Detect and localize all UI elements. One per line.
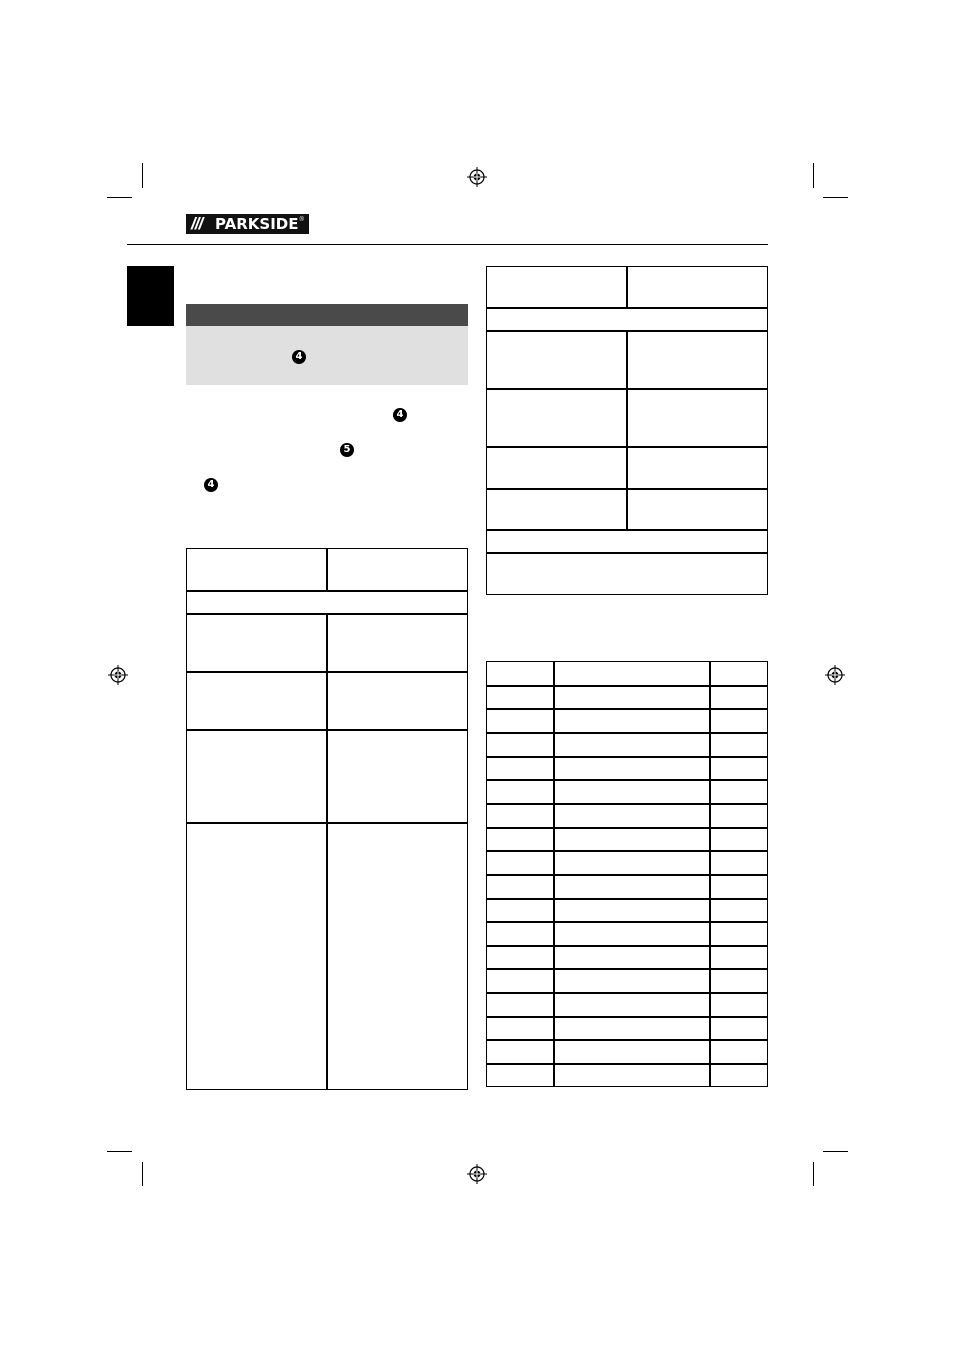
right-bottom-table-rule bbox=[486, 968, 768, 970]
right-bottom-table-rule bbox=[486, 898, 768, 900]
para-ref-badge-1: 4 bbox=[393, 408, 407, 422]
right-bottom-table-rule bbox=[486, 874, 768, 876]
brand-name: PARKSIDE bbox=[215, 215, 299, 233]
crop-mark-bottom-left-h bbox=[107, 1151, 132, 1152]
right-bottom-table-rule bbox=[486, 1039, 768, 1041]
para-ref-badge-2: 5 bbox=[340, 443, 354, 457]
registration-target-icon bbox=[108, 665, 128, 685]
language-tab bbox=[127, 266, 174, 326]
crop-mark-top-left-v bbox=[142, 163, 143, 188]
notice-header bbox=[186, 304, 468, 326]
crop-mark-top-left-h bbox=[107, 197, 132, 198]
registration-target-icon bbox=[467, 1164, 487, 1184]
para-ref-badge-3: 4 bbox=[204, 478, 218, 492]
crop-mark-bottom-right-h bbox=[823, 1151, 848, 1152]
header-rule bbox=[127, 244, 768, 245]
right-top-table-rule bbox=[486, 529, 768, 531]
right-bottom-table-rule bbox=[486, 803, 768, 805]
right-bottom-table-rule bbox=[486, 921, 768, 923]
right-top-table-col-divider bbox=[626, 266, 628, 307]
right-bottom-table-rule bbox=[486, 992, 768, 994]
right-bottom-table-rule bbox=[486, 732, 768, 734]
left-table-col-divider bbox=[326, 613, 328, 1090]
right-top-table-rule bbox=[486, 552, 768, 554]
crop-mark-top-right-h bbox=[823, 197, 848, 198]
notice-body bbox=[186, 326, 468, 385]
registration-target-icon bbox=[467, 167, 487, 187]
brand-logo bbox=[186, 214, 309, 234]
right-top-table-rule bbox=[486, 307, 768, 309]
right-bottom-table-rule bbox=[486, 850, 768, 852]
crop-mark-top-right-v bbox=[813, 163, 814, 188]
right-top-table-col-divider bbox=[626, 330, 628, 529]
crop-mark-bottom-left-v bbox=[142, 1162, 143, 1186]
registration-target-icon bbox=[825, 665, 845, 685]
left-table-col-divider bbox=[326, 548, 328, 590]
right-bottom-table-rule bbox=[486, 1016, 768, 1018]
right-bottom-table-rule bbox=[486, 708, 768, 710]
right-bottom-table-rule bbox=[486, 827, 768, 829]
notice-ref-badge: 4 bbox=[292, 350, 306, 364]
right-bottom-table-rule bbox=[486, 945, 768, 947]
crop-mark-bottom-right-v bbox=[813, 1162, 814, 1186]
left-table-rule bbox=[186, 590, 468, 592]
right-bottom-table-rule bbox=[486, 685, 768, 687]
right-bottom-table-rule bbox=[486, 779, 768, 781]
brand-trademark: ® bbox=[299, 217, 304, 223]
right-bottom-table-rule bbox=[486, 756, 768, 758]
right-bottom-table-rule bbox=[486, 1063, 768, 1065]
brand-slashes: /// bbox=[191, 214, 203, 233]
